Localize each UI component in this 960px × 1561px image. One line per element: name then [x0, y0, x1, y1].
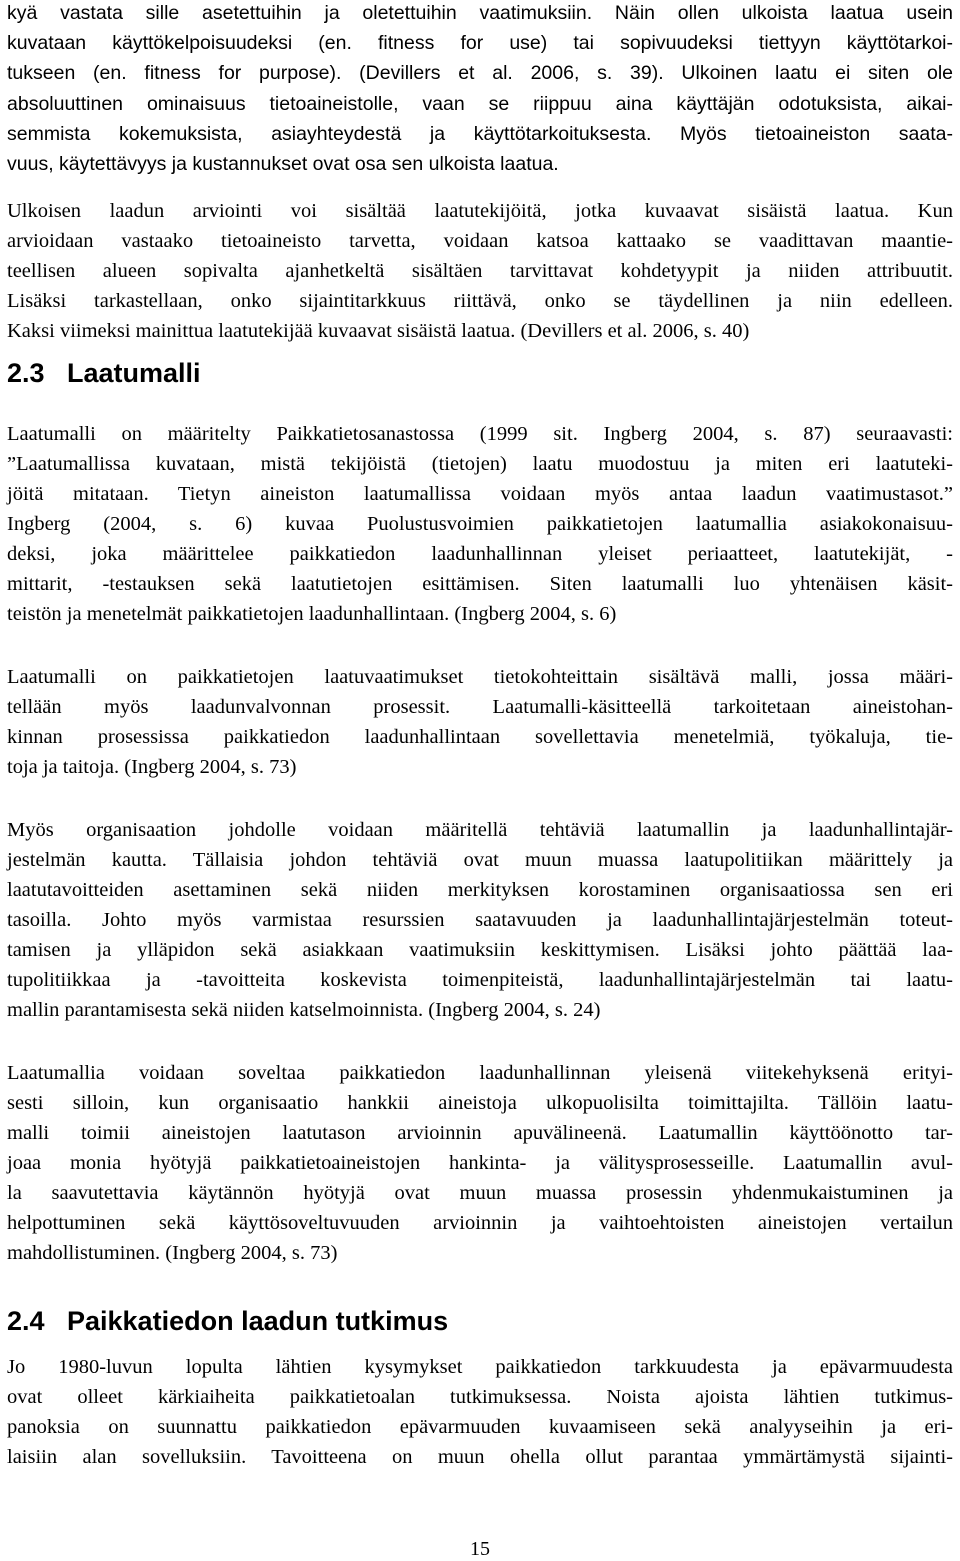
text-line: Jo 1980-luvun lopulta lähtien kysymykset paikkatiedon tarkkuudesta ja epävarmuudesta: [7, 1356, 953, 1378]
section-title: Paikkatiedon laadun tutkimus: [67, 1306, 449, 1336]
text-line: absoluuttinen ominaisuus tietoaineistolle, vaan se riippuu aina käyttäjän odotuksista, aikai-: [7, 93, 953, 115]
text-line: laatutavoitteiden asettaminen sekä niiden merkityksen korostaminen organisaatiossa sen eri: [7, 879, 953, 901]
text-line: tukseen (en. fitness for purpose). (Devillers et al. 2006, s. 39). Ulkoinen laatu ei siten ole: [7, 62, 953, 84]
text-line: vuus, käytettävyys ja kustannukset ovat osa sen ulkoista laatua.: [7, 153, 559, 175]
text-line: toja ja taitoja. (Ingberg 2004, s. 73): [7, 756, 297, 778]
text-line: la saavutettavia käytännön hyötyjä ovat muun muassa prosessin yhdenmukaistuminen ja: [7, 1182, 953, 1204]
text-line: Myös organisaation johdolle voidaan määritellä tehtäviä laatumallin ja laadunhallintajär-: [7, 819, 953, 841]
section-number: 2.4: [7, 1306, 45, 1336]
text-line: Ulkoisen laadun arviointi voi sisältää laatutekijöitä, jotka kuvaavat sisäistä laatua. Kun: [7, 200, 953, 222]
text-line: kyä vastata sille asetettuihin ja oletettuihin vaatimuksiin. Näin ollen ulkoista laatua usein: [7, 2, 953, 24]
text-line: teistön ja menetelmät paikkatietojen laadunhallintaan. (Ingberg 2004, s. 6): [7, 603, 617, 625]
text-line: Laatumalli on määritelty Paikkatietosanastossa (1999 sit. Ingberg 2004, s. 87) seuraavasti:: [7, 423, 953, 445]
text-line: Kaksi viimeksi mainittua laatutekijää kuvaavat sisäistä laatua. (Devillers et al. 2006, s. 40): [7, 320, 750, 342]
text-line: tamisen ja ylläpidon sekä asiakkaan vaatimuksiin keskittymisen. Lisäksi johto päättää laa-: [7, 939, 953, 961]
text-line: jestelmän kautta. Tällaisia johdon tehtäviä ovat muun muassa laatupolitiikan määrittely ja: [7, 849, 953, 871]
text-line: Ingberg (2004, s. 6) kuvaa Puolustusvoimien paikkatietojen laatumallia asiakokonaisuu-: [7, 513, 953, 535]
section-heading: [7, 356, 201, 390]
text-line: malli toimii aineistojen laatutason arvioinnin apuvälineenä. Laatumallin käyttöönotto tar-: [7, 1122, 953, 1144]
text-line: laisiin alan sovelluksiin. Tavoitteena on muun ohella ollut parantaa ymmärtämystä sijainti-: [7, 1446, 953, 1468]
section-title: Laatumalli: [67, 358, 201, 388]
text-line: deksi, joka määrittelee paikkatiedon laadunhallinnan yleiset periaatteet, laatutekijät, -: [7, 543, 953, 565]
text-line: joaa monia hyötyjä paikkatietoaineistojen hankinta- ja välitysprosesseille. Laatumallin avul-: [7, 1152, 953, 1174]
text-line: tellään myös laadunvalvonnan prosessit. Laatumalli-käsitteellä tarkoitetaan aineistohan-: [7, 696, 953, 718]
text-line: kinnan prosessissa paikkatiedon laadunhallintaan sovellettavia menetelmiä, työkaluja, tie-: [7, 726, 953, 748]
text-line: teellisen alueen sopivalta ajanhetkeltä sisältäen tarvittavat kohdetyypit ja niiden attribuutit.: [7, 260, 953, 282]
text-line: sesti silloin, kun organisaatio hankkii aineistoja ulkopuolisilta toimittajilta. Tällöin laatu-: [7, 1092, 953, 1114]
text-line: Laatumallia voidaan soveltaa paikkatiedon laadunhallinnan yleisenä viitekehyksenä erityi-: [7, 1062, 953, 1084]
text-line: helpottuminen sekä käyttösoveltuvuuden arvioinnin ja vaihtoehtoisten aineistojen vertailun: [7, 1212, 953, 1234]
text-line: mallin parantamisesta sekä niiden katselmoinnista. (Ingberg 2004, s. 24): [7, 999, 601, 1021]
text-line: Laatumalli on paikkatietojen laatuvaatimukset tietokohteittain sisältävä malli, jossa määri-: [7, 666, 953, 688]
text-line: kuvataan käyttökelpoisuudeksi (en. fitness for use) tai sopivuudeksi tiettyyn käyttötarkoi-: [7, 32, 953, 54]
text-line: Lisäksi tarkastellaan, onko sijaintitarkkuus riittävä, onko se täydellinen ja niin edelleen.: [7, 290, 953, 312]
text-line: panoksia on suunnattu paikkatiedon epävarmuuden kuvaamiseen sekä analyyseihin ja eri-: [7, 1416, 953, 1438]
text-line: semmista kokemuksista, asiayhteydestä ja käyttötarkoituksesta. Myös tietoaineiston saata-: [7, 123, 953, 145]
page-number: 15: [470, 1538, 490, 1560]
text-line: tasoilla. Johto myös varmistaa resurssien saatavuuden ja laadunhallintajärjestelmän toteut-: [7, 909, 953, 931]
text-line: ovat olleet kärkiaiheita paikkatietoalan tutkimuksessa. Noista ajoista lähtien tutkimus-: [7, 1386, 953, 1408]
text-line: jöitä mitataan. Tietyn aineiston laatumallissa voidaan myös antaa laadun vaatimustasot.”: [7, 483, 953, 505]
text-line: arvioidaan vastaako tietoaineisto tarvetta, voidaan katsoa kattaako se vaadittavan maantie-: [7, 230, 953, 252]
text-line: mahdollistuminen. (Ingberg 2004, s. 73): [7, 1242, 338, 1264]
text-line: ”Laatumallissa kuvataan, mistä tekijöistä (tietojen) laatu muodostuu ja miten eri laatuteki-: [7, 453, 953, 475]
section-heading: [7, 1304, 448, 1338]
section-number: 2.3: [7, 358, 45, 388]
text-line: tupolitiikkaa ja -tavoitteita koskevista toimenpiteistä, laadunhallintajärjestelmän tai laatu-: [7, 969, 953, 991]
text-line: mittarit, -testauksen sekä laatutietojen esittämisen. Siten laatumalli luo yhtenäisen käsit-: [7, 573, 953, 595]
